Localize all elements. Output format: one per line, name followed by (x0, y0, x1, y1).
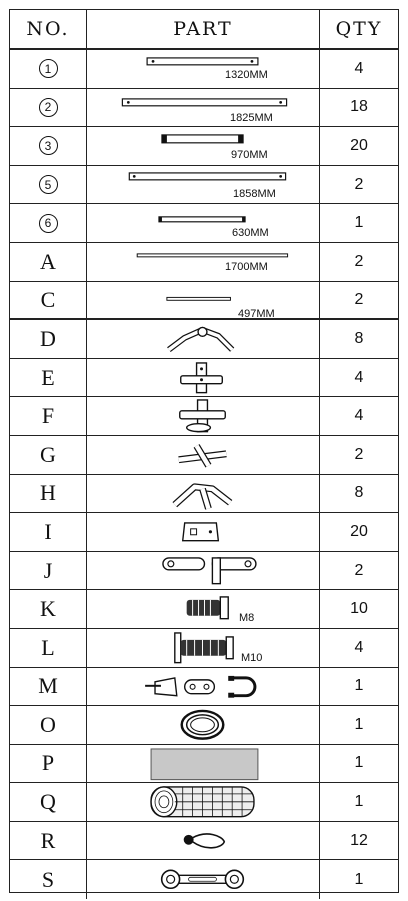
part-letter: O (40, 711, 56, 737)
quantity: 2 (354, 290, 364, 308)
table-row (10, 359, 398, 398)
quantity: 4 (354, 59, 364, 77)
table-row (10, 745, 398, 784)
quantity: 1 (354, 870, 364, 888)
cross-connector-icon (87, 397, 319, 435)
dimension-label: 1700MM (225, 260, 268, 273)
quantity: 1 (354, 677, 364, 695)
table-row (10, 513, 398, 552)
dimension-label: 1320MM (225, 69, 268, 81)
quantity: 4 (354, 407, 364, 425)
three-way-connector-icon (87, 436, 319, 474)
quantity: 10 (350, 600, 368, 618)
bolt-size-label: M8 (239, 612, 255, 625)
table-row (10, 243, 398, 282)
quantity: 1 (354, 754, 364, 772)
part-letter: K (40, 596, 56, 622)
angle-connector-icon (87, 475, 319, 513)
bracket-icon (87, 552, 319, 590)
header-part: PART (173, 18, 233, 40)
quantity: 1 (354, 793, 364, 811)
table-row (10, 50, 398, 89)
long-bolt-icon (87, 629, 319, 667)
clip-icon (87, 513, 319, 551)
quantity: 1 (354, 214, 364, 232)
part-letter: H (40, 480, 56, 506)
table-row (10, 706, 398, 745)
part-number: 3 (39, 136, 58, 155)
table-row (10, 397, 398, 436)
part-letter: P (41, 750, 55, 776)
bungee-ball-icon (87, 822, 319, 860)
rope-coil-icon (87, 706, 319, 744)
part-letter: D (40, 325, 56, 351)
table-row (10, 629, 398, 668)
table-row (10, 166, 398, 205)
mesh-roll-icon (87, 783, 319, 821)
tube-icon (87, 204, 319, 242)
quantity: 1 (354, 715, 364, 733)
part-letter: C (40, 286, 56, 312)
wrench-icon (87, 860, 319, 899)
tee-connector-icon (87, 359, 319, 397)
tube-icon (87, 127, 319, 165)
table-row (10, 475, 398, 514)
rod-icon (87, 282, 319, 319)
table-header (10, 10, 398, 50)
quantity: 4 (354, 368, 364, 386)
part-letter: I (44, 518, 52, 544)
elbow-connector-icon (87, 320, 319, 358)
part-letter: R (40, 827, 56, 853)
part-letter: M (38, 673, 58, 699)
table-row (10, 552, 398, 591)
header-no: NO. (26, 18, 70, 40)
bolt-icon (87, 590, 319, 628)
tube-icon (87, 166, 319, 204)
part-letter: F (41, 403, 55, 429)
part-number: 2 (39, 98, 58, 117)
part-letter: A (40, 248, 56, 274)
part-letter: L (41, 634, 55, 660)
quantity: 8 (354, 484, 364, 502)
dimension-label: 1858MM (233, 187, 276, 200)
table-row (10, 436, 398, 475)
dimension-label: 970MM (231, 149, 268, 162)
part-letter: S (41, 866, 55, 892)
quantity: 2 (354, 252, 364, 270)
parts-table (9, 9, 399, 893)
table-row (10, 668, 398, 707)
quantity: 4 (354, 638, 364, 656)
table-row (10, 89, 398, 128)
table-row (10, 860, 398, 899)
quantity: 12 (350, 831, 368, 849)
table-row (10, 204, 398, 243)
table-row (10, 783, 398, 822)
quantity: 8 (354, 329, 364, 347)
part-letter: J (43, 557, 53, 583)
dimension-label: 497MM (238, 307, 275, 320)
tube-icon (87, 89, 319, 127)
part-number: 6 (39, 214, 58, 233)
dimension-label: 630MM (232, 227, 269, 240)
table-row (10, 320, 398, 359)
dimension-label: 1825MM (230, 111, 273, 124)
part-letter: E (41, 364, 55, 390)
table-row (10, 590, 398, 629)
header-qty: QTY (335, 18, 383, 40)
part-number: 1 (39, 59, 58, 78)
tube-icon (87, 50, 319, 88)
cover-sheet-icon (87, 745, 319, 783)
quantity: 20 (350, 136, 368, 154)
quantity: 20 (350, 522, 368, 540)
part-letter: G (40, 441, 56, 467)
part-number: 5 (39, 175, 58, 194)
hardware-kit-icon (87, 668, 319, 706)
rod-icon (87, 243, 319, 281)
part-letter: Q (40, 789, 56, 815)
table-row (10, 822, 398, 861)
quantity: 18 (350, 98, 368, 116)
quantity: 2 (354, 445, 364, 463)
table-row (10, 282, 398, 321)
quantity: 2 (354, 561, 364, 579)
quantity: 2 (354, 175, 364, 193)
table-row (10, 127, 398, 166)
bolt-size-label: M10 (241, 651, 263, 664)
